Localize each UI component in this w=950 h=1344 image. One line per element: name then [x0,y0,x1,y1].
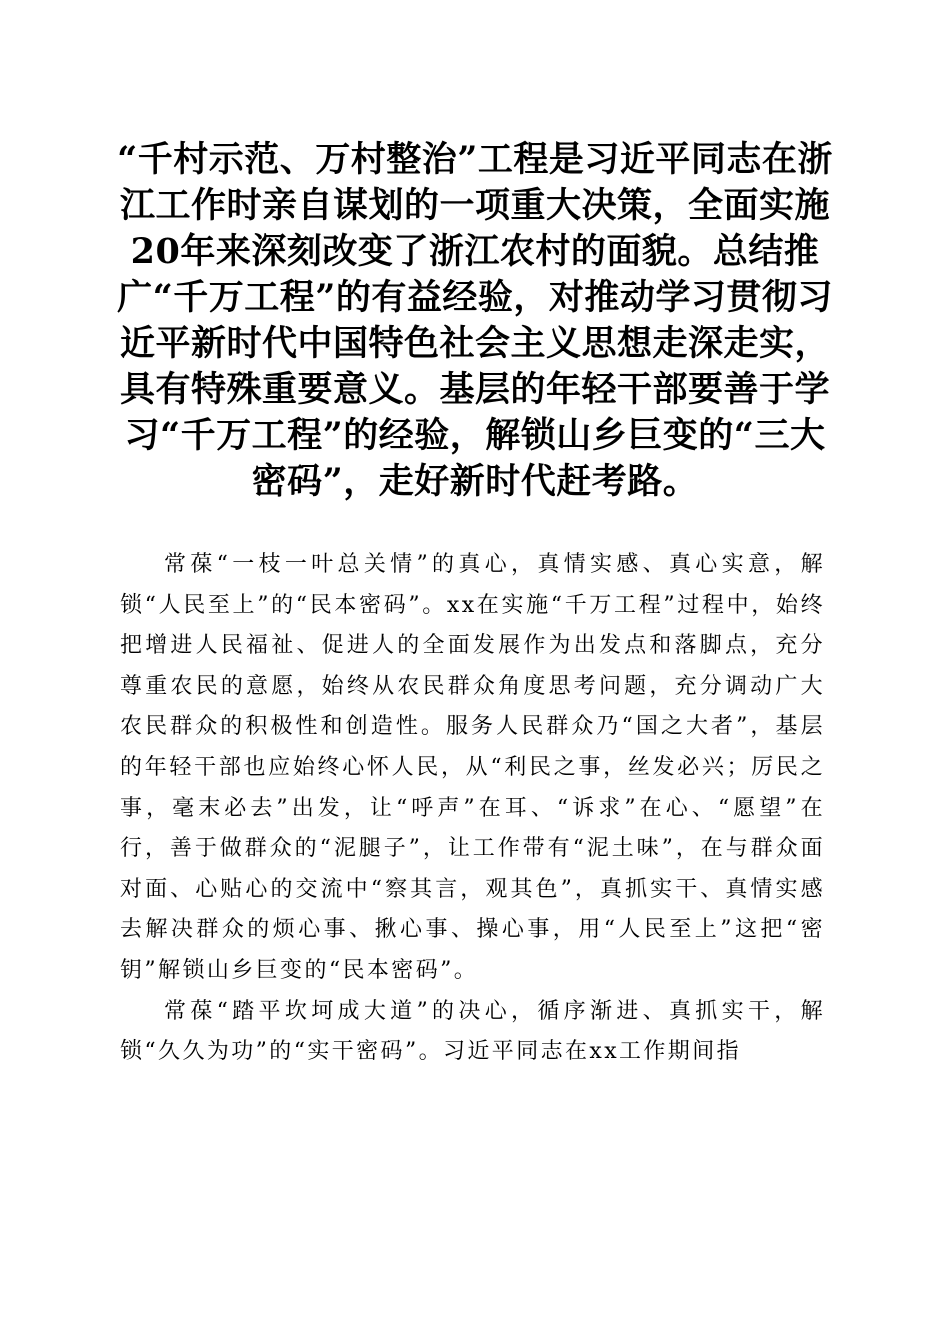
paragraph-hard-work: 常葆“踏平坎坷成大道”的决心，循序渐进、真抓实干，解锁“久久为功”的“实干密码”。习近平同志在xx工作期间指 [120,998,825,1065]
document-title: “千村示范、万村整治”工程是习近平同志在浙江工作时亲自谋划的一项重大决策，全面实施20年来深刻改变了浙江农村的面貌。总结推广“千万工程”的有益经验，对推动学习贯彻习近平新时代中国特色社会主义思想走深走实，具有特殊重要意义。基层的年轻干部要善于学习“千万工程”的经验，解锁山乡巨变的“三大密码”，走好新时代赶考路。 [117,139,833,502]
document-body [120,545,825,1073]
paragraph-people-first: 常葆“一枝一叶总关情”的真心，真情实感、真心实意，解锁“人民至上”的“民本密码”。xx在实施“千万工程”过程中，始终把增进人民福祉、促进人的全面发展作为出发点和落脚点，充分尊重农民的意愿，始终从农民群众角度思考问题，充分调动广大农民群众的积极性和创造性。服务人民群众乃“国之大者”，基层的年轻干部也应始终心怀人民，从“利民之事，丝发必兴；厉民之事，毫末必去”出发，让“呼声”在耳、“诉求”在心、“愿望”在行，善于做群众的“泥腿子”，让工作带有“泥土味”，在与群众面对面、心贴心的交流中“察其言，观其色”，真抓实干、真情实感去解决群众的烦心事、揪心事、操心事，用“人民至上”这把“密钥”解锁山乡巨变的“民本密码”。 [120,552,825,983]
